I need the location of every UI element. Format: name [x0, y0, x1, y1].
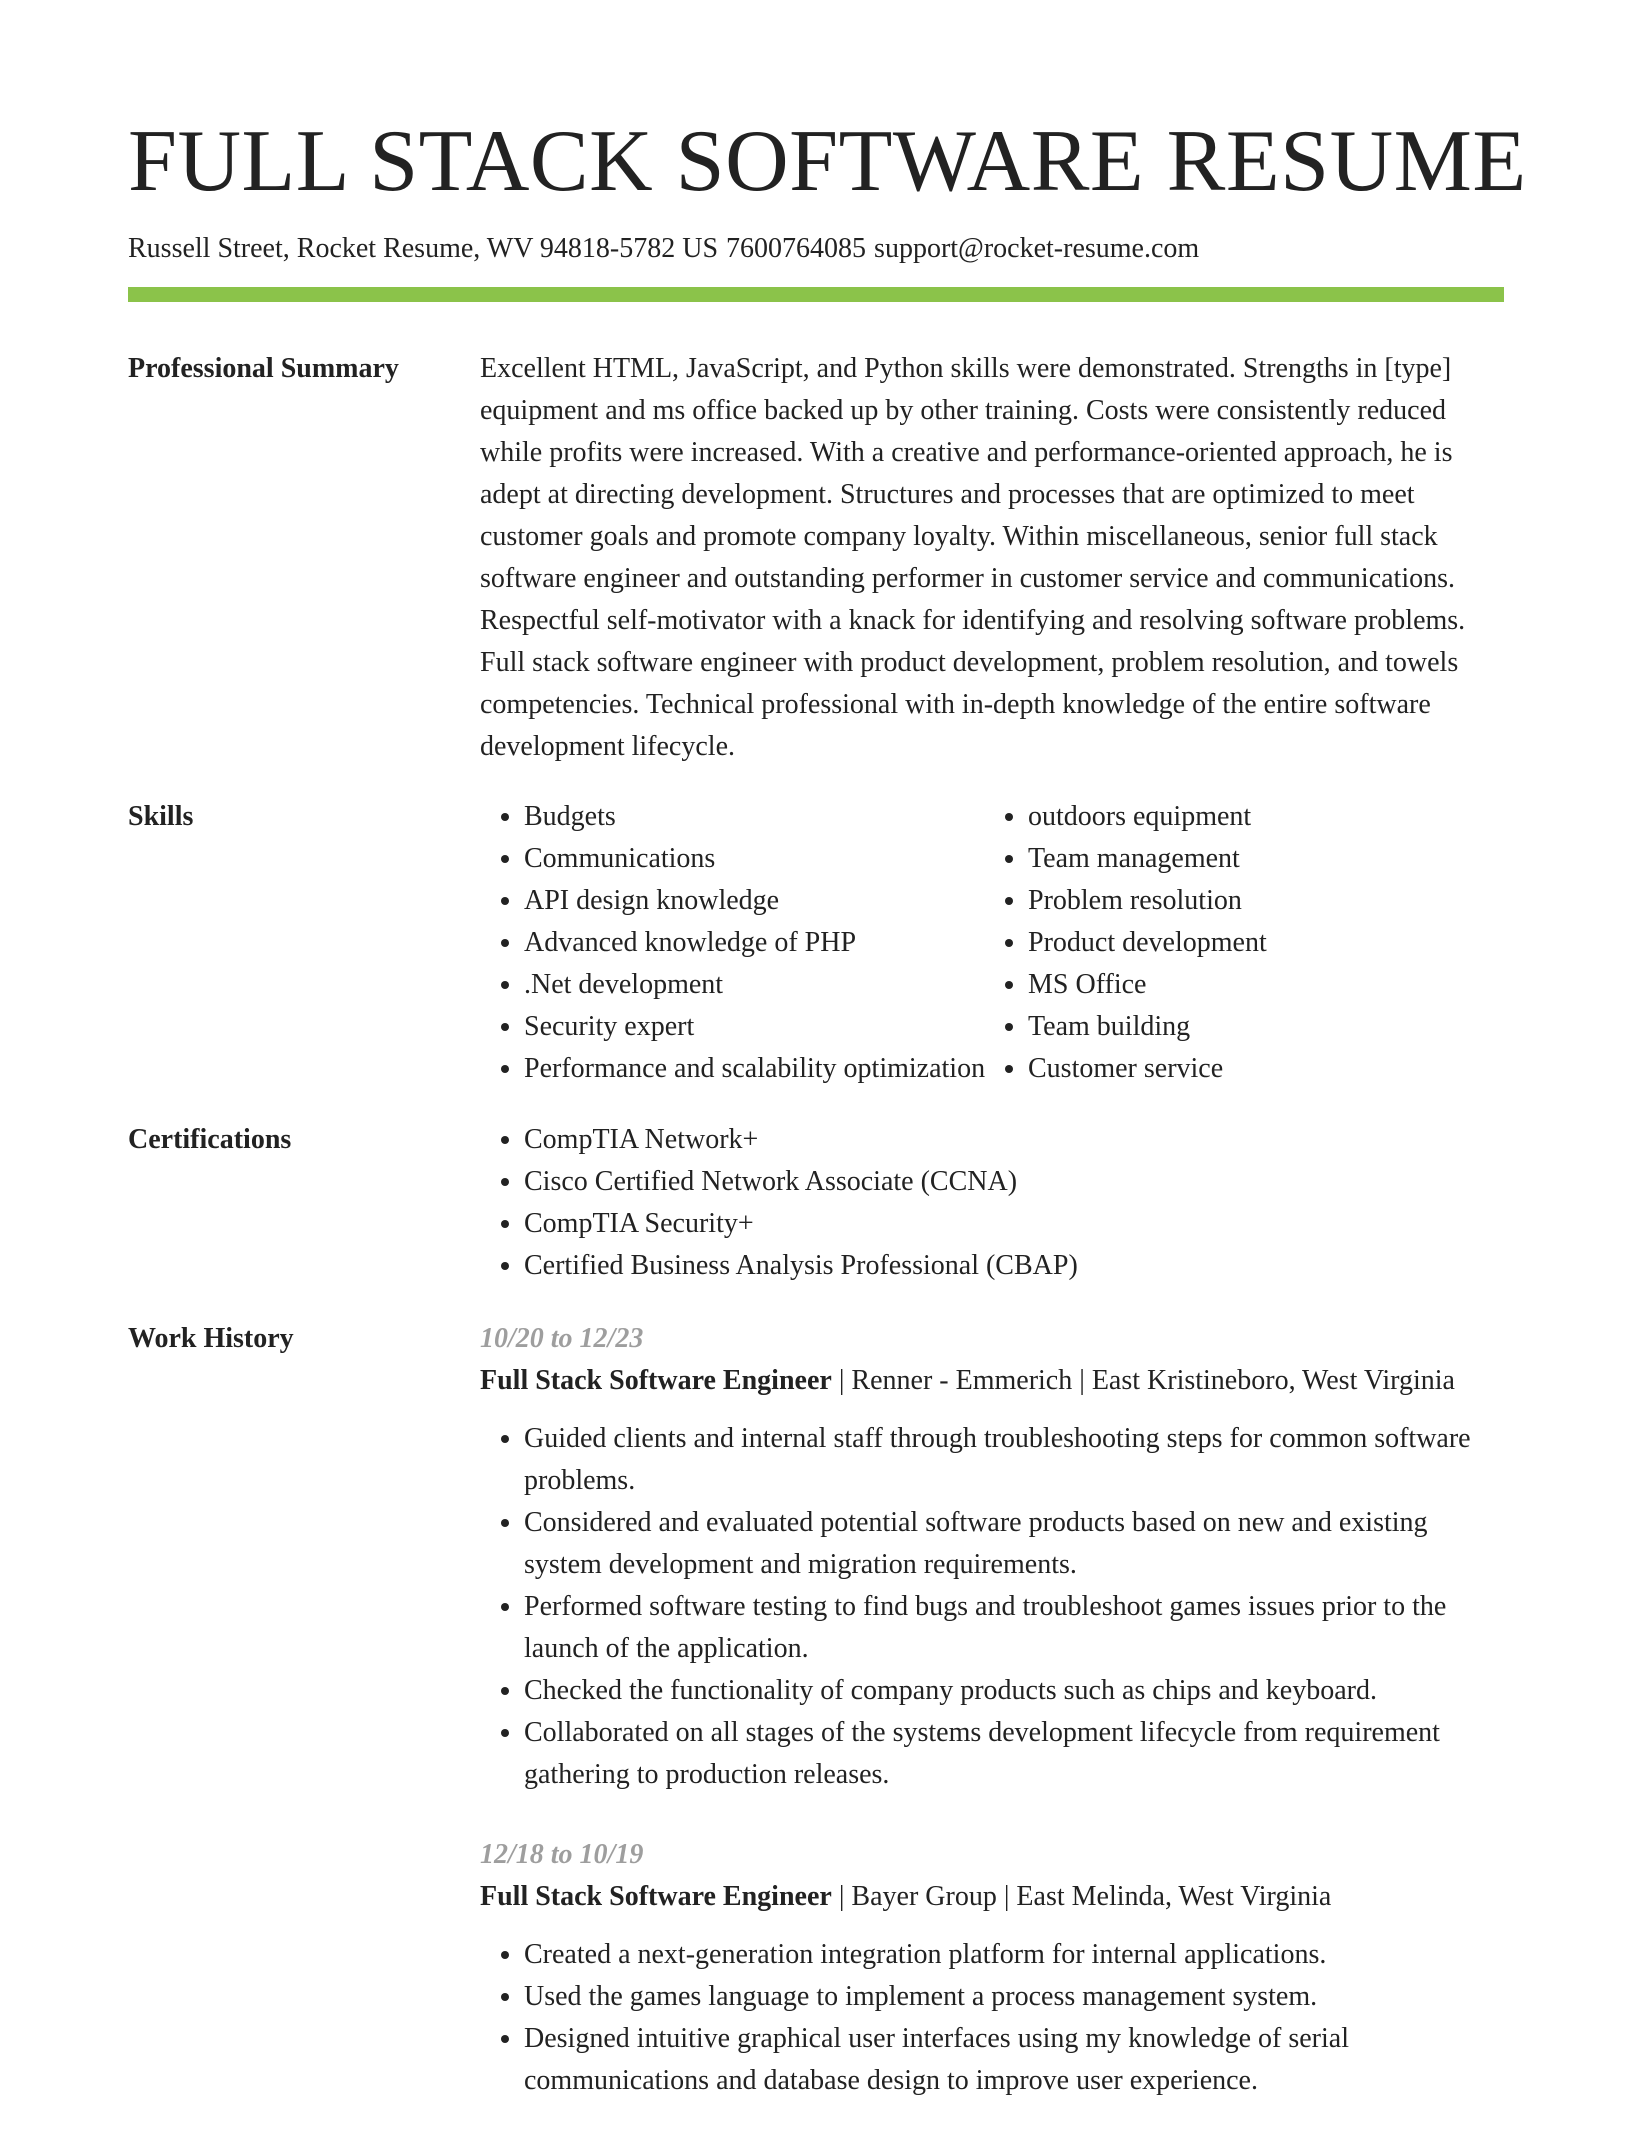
- certifications-body: [480, 1119, 1504, 1287]
- resume-title: FULL STACK SOFTWARE RESUME: [128, 113, 1527, 210]
- job-dates: 12/18 to 10/19: [480, 1839, 644, 1870]
- job-entry: [480, 1834, 1504, 2102]
- certification-item: • CompTIA Network+: [524, 1119, 1504, 1161]
- contact-address: Russell Street, Rocket Resume, WV 94818-5782 US: [128, 233, 719, 264]
- skill-item: • Product development: [1028, 922, 1504, 964]
- skill-item: • API design knowledge: [524, 880, 984, 922]
- job-bullet: • Guided clients and internal staff through troubleshooting steps for common software problems.: [524, 1418, 1504, 1502]
- skill-item: • Advanced knowledge of PHP: [524, 922, 984, 964]
- skill-item: • .Net development: [524, 964, 984, 1006]
- contact-email: support@rocket-resume.com: [874, 233, 1200, 264]
- job-heading: [480, 1876, 1504, 1918]
- skill-item: • MS Office: [1028, 964, 1504, 1006]
- skill-item: • Customer service: [1028, 1048, 1504, 1090]
- contact-line: [128, 232, 1199, 266]
- job-details: | Bayer Group | East Melinda, West Virginia: [831, 1881, 1332, 1912]
- job-bullet: • Checked the functionality of company products such as chips and keyboard.: [524, 1670, 1504, 1712]
- skill-item: • Budgets: [524, 796, 984, 838]
- job-dates: 10/20 to 12/23: [480, 1323, 644, 1354]
- skills-label: Skills: [128, 801, 194, 832]
- skills-list-left: [480, 796, 984, 1090]
- job-bullets: [480, 1418, 1504, 1796]
- job-bullet: • Created a next-generation integration platform for internal applications.: [524, 1934, 1504, 1976]
- contact-phone: 7600764085: [726, 233, 867, 264]
- summary-label: Professional Summary: [128, 353, 399, 384]
- job-bullet: • Used the games language to implement a process management system.: [524, 1976, 1504, 2018]
- certifications-list: [480, 1119, 1504, 1287]
- job-role: Full Stack Software Engineer: [480, 1881, 832, 1912]
- job-role: Full Stack Software Engineer: [480, 1365, 832, 1396]
- skill-item: • Communications: [524, 838, 984, 880]
- certifications-label: Certifications: [128, 1124, 292, 1155]
- header-divider: [128, 287, 1504, 302]
- job-heading: [480, 1360, 1504, 1402]
- summary-body: [480, 348, 1504, 768]
- work-history-label: Work History: [128, 1323, 294, 1354]
- job-bullet: • Collaborated on all stages of the systems development lifecycle from requirement gathering to production releases.: [524, 1712, 1504, 1796]
- skill-item: • Security expert: [524, 1006, 984, 1048]
- job-bullets: [480, 1934, 1504, 2102]
- job-entry: [480, 1318, 1504, 1796]
- summary-text: Excellent HTML, JavaScript, and Python skills were demonstrated. Strengths in [type] equipment and ms office backed up by other training. Costs were consistently reduced while profits were increased. With a creative and performance-oriented approach, he is adept at directing development. Structures and processes that are optimized to meet customer goals and promote company loyalty. Within miscellaneous, senior full stack software engineer and outstanding performer in customer service and communications. Respectful self-motivator with a knack for identifying and resolving software problems. Full stack software engineer with product development, problem resolution, and towels competencies. Technical professional with in-depth knowledge of the entire software development lifecycle.: [480, 353, 1466, 762]
- skill-item: • outdoors equipment: [1028, 796, 1504, 838]
- job-bullet: • Designed intuitive graphical user interfaces using my knowledge of serial communications and database design to improve user experience.: [524, 2018, 1504, 2102]
- work-history-body: [480, 1318, 1504, 2140]
- job-bullet: • Performed software testing to find bugs and troubleshoot games issues prior to the launch of the application.: [524, 1586, 1504, 1670]
- job-bullet: • Considered and evaluated potential software products based on new and existing system development and migration requirements.: [524, 1502, 1504, 1586]
- skill-item: • Team building: [1028, 1006, 1504, 1048]
- skill-item: • Problem resolution: [1028, 880, 1504, 922]
- job-details: | Renner - Emmerich | East Kristineboro, West Virginia: [831, 1365, 1455, 1396]
- skill-item: • Performance and scalability optimization: [524, 1048, 984, 1090]
- certification-item: • Cisco Certified Network Associate (CCNA): [524, 1161, 1504, 1203]
- skills-columns: [480, 796, 1504, 1090]
- skills-list-right: [984, 796, 1504, 1090]
- certification-item: • CompTIA Security+: [524, 1203, 1504, 1245]
- skill-item: • Team management: [1028, 838, 1504, 880]
- certification-item: • Certified Business Analysis Professional (CBAP): [524, 1245, 1504, 1287]
